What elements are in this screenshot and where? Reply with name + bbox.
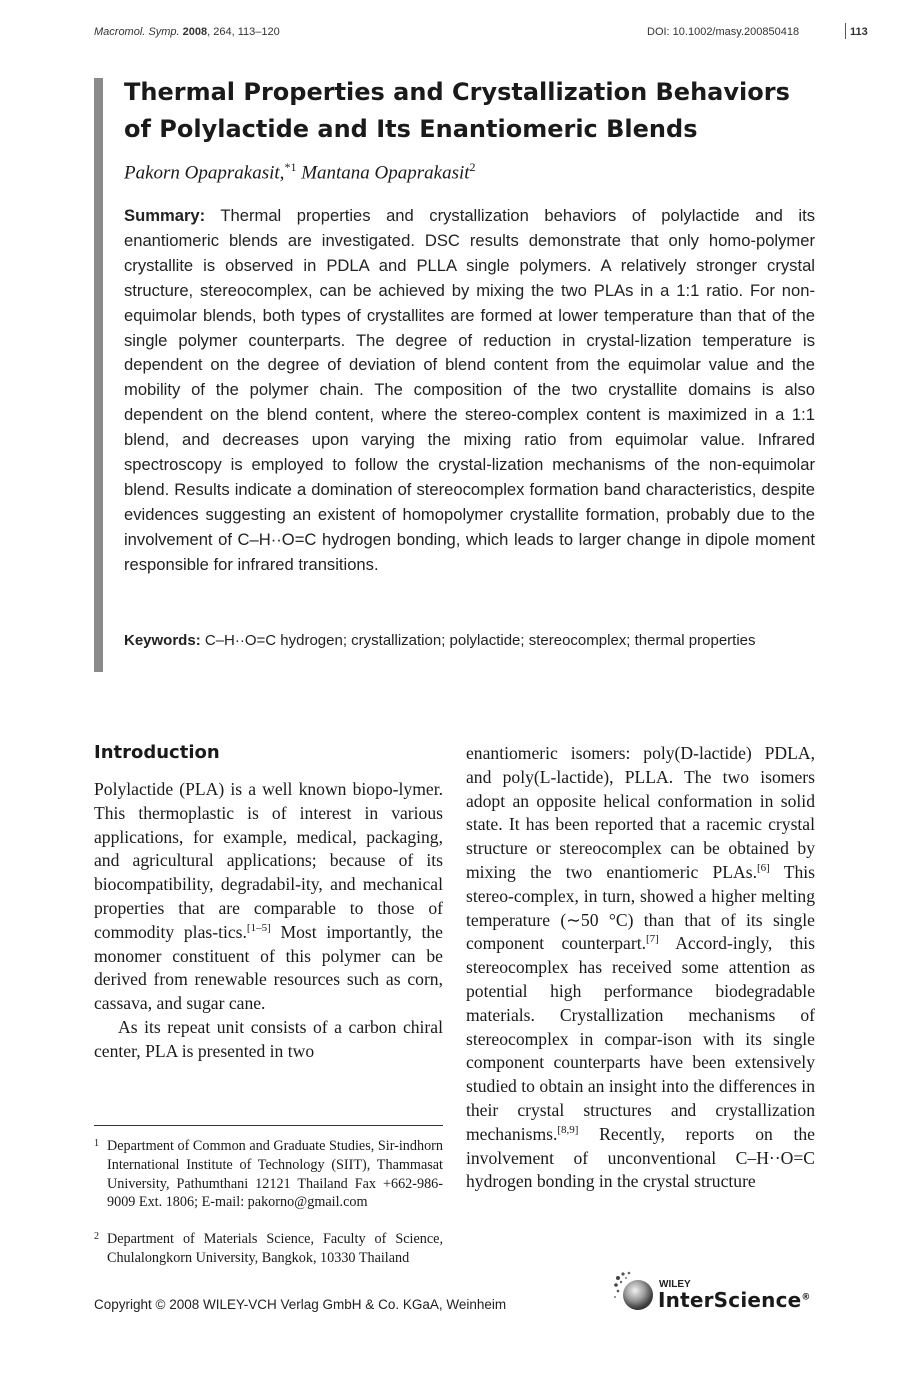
journal-citation [94,26,280,38]
registered-mark: ® [801,1292,811,1303]
article-title: Thermal Properties and Crystallization Behaviors of Polylactide and Its Enantiomeric Blends [124,78,790,143]
body-text: Recently, reports on the involvement of unconventional C–H··O=C hydrogen bonding in the crystal structure [466,1123,815,1192]
author-affiliation-mark: *1 [284,160,297,174]
body-text: enantiomeric isomers: poly(D-lactide) PDLA, and poly(L-lactide), PLLA. The two isomers adopt an opposite helical conformation in solid state. It has been reported that a racemic crystal structure or stereocomplex can be obtained by mixing the two enantiomeric PLAs. [466,743,815,882]
wiley-wordmark: WILEY [659,1279,691,1290]
body-text: Accord-ingly, this stereocomplex has received some attention as potential high performance biodegradable materials. Crystallization mechanisms of stereocomplex in compar-ison with its single component counterparts have been extensively studied to obtain an insight into the differences in their crystal structures and crystallization mechanisms. [466,933,815,1144]
interscience-wordmark [658,1288,811,1312]
footnote [94,1137,443,1212]
citation-ref: [7] [646,933,659,946]
footnote-divider [94,1125,443,1126]
footnote [94,1230,443,1268]
header-divider [845,23,846,39]
interscience-globe-icon [612,1269,656,1313]
body-text: Polylactide (PLA) is a well known biopo-lymer. This thermoplastic is of interest in various applications, for example, medical, packaging, and agricultural applications; because of its biocompatibility, degradabil-ity, and mechanical properties that are comparable to those of commodity plas-tics. [94,779,443,942]
summary-label: Summary: [124,206,206,225]
body-text: Most importantly, the monomer constituent of this polymer can be derived from renewable resources such as corn, cassava, and sugar cane. [94,921,443,1014]
abstract-summary [124,204,815,578]
journal-name: Macromol. Symp. [94,26,180,38]
author-name: Mantana Opaprakasit [301,162,470,184]
footnote-mark: 1 [94,1138,99,1149]
author-name: Pakorn Opaprakasit, [124,162,285,184]
journal-volume-pages: , 264, 113–120 [207,26,280,38]
doi: DOI: 10.1002/masy.200850418 [647,26,800,38]
citation-ref: [6] [756,862,770,875]
copyright-notice: Copyright © 2008 WILEY-VCH Verlag GmbH & Co. KGaA, Weinheim [94,1297,507,1312]
body-text: This stereo-complex, in turn, showed a higher melting temperature (∼50 °C) than that of its single component counterpart. [466,861,816,954]
body-paragraph: As its repeat unit consists of a carbon chiral center, PLA is presented in two [94,1016,443,1061]
interscience-text: InterScience [658,1288,802,1312]
section-heading-introduction: Introduction [94,742,220,763]
keywords [124,629,815,652]
footnote-text: Department of Materials Science, Faculty of Science, Chulalongkorn University, Bangkok, 10330 Thailand [107,1231,443,1266]
citation-ref: [1–5] [246,921,271,934]
wiley-interscience-logo [612,1266,822,1316]
keywords-text: C–H··O=C hydrogen; crystallization; polylactide; stereocomplex; thermal properties [200,632,756,649]
abstract-side-bar [94,78,103,672]
body-paragraph [94,778,443,1016]
body-column-right [466,742,815,1194]
journal-year: 2008 [182,26,208,38]
summary-text: Thermal properties and crystallization behaviors of polylactide and its enantiomeric blends are investigated. DSC results demonstrate that only homo-polymer crystallite is observed in PDLA and PLLA single polymers. A relatively stronger crystal structure, stereocomplex, can be achieved by mixing the two PLAs in a 1:1 ratio. For non-equimolar blends, both types of crystallites are formed at lower temperature than that of the single polymer counterparts. The degree of reduction in crystal-lization temperature is dependent on the degree of deviation of blend content from the equimolar value and the mobility of the polymer chain. The composition of the two crystallite domains is also dependent on the blend content, where the stereo-complex content is maximized in a 1:1 blend, and decreases upon varying the mixing ratio from equimolar value. Infrared spectroscopy is employed to follow the crystal-lization mechanisms of the non-equimolar blend. Results indicate a domination of stereocomplex formation band characteristics, despite evidences suggesting an existent of homopolymer crystallite formation, probably due to the involvement of C–H··O=C hydrogen bonding, which leads to larger change in dipole moment responsible for infrared transitions. [124,206,815,574]
citation-ref: [8,9] [557,1123,579,1136]
footnote-text: Department of Common and Graduate Studies, Sir-indhorn International Institute of Technology (SIIT), Thammasat University, Pathumthani 12121 Thailand Fax +662-986-9009 Ext. 1806; E-mail: pakorno@gmail.com [107,1138,443,1211]
author-list [124,160,476,184]
keywords-label: Keywords: [124,632,201,649]
body-column-left [94,778,443,1064]
footnote-mark: 2 [94,1231,99,1242]
body-paragraph [466,742,815,1194]
page-number: 113 [850,26,868,38]
author-affiliation-mark: 2 [469,160,476,174]
